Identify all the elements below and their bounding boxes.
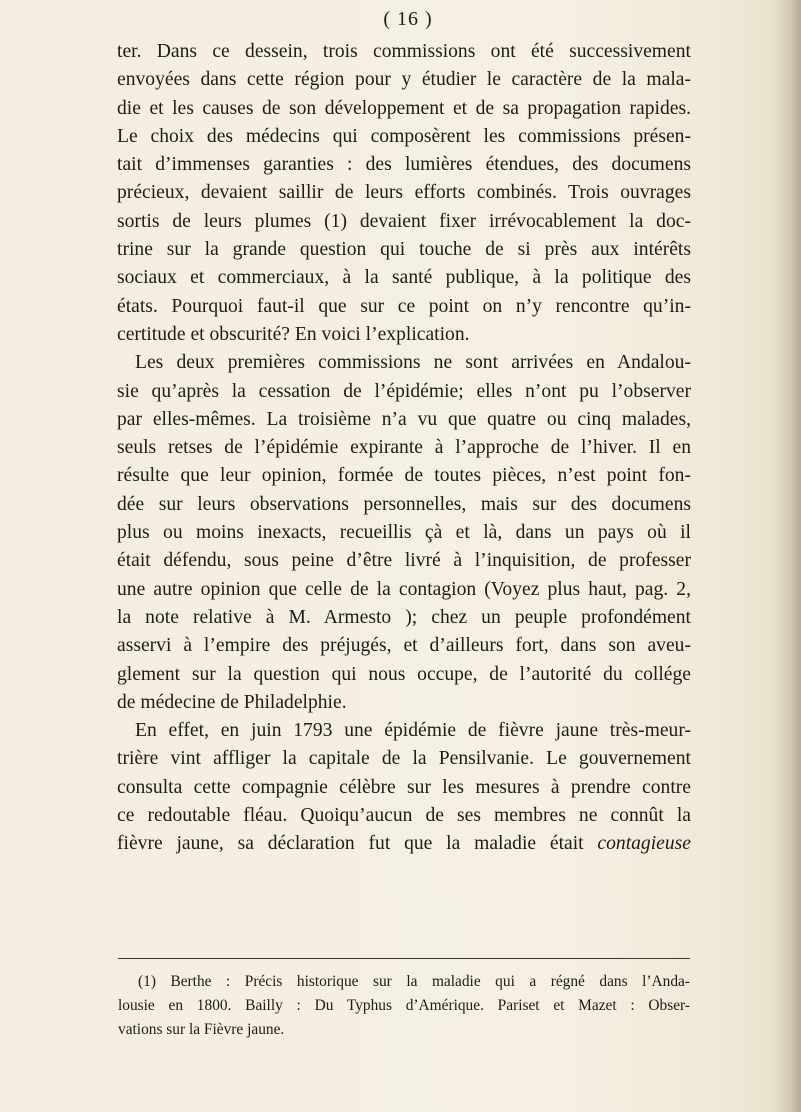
text-line: En effet, en juin 1793 une épidémie de fièvre jaune très-meur- xyxy=(135,720,691,742)
footnote-line: (1) Berthe : Précis historique sur la maladie qui a régné dans l’Anda- xyxy=(138,973,690,990)
text-line: glement sur la question qui nous occupe, de l’autorité du collége xyxy=(117,663,691,685)
text-line-final-start: fièvre jaune, sa déclaration fut que la maladie était xyxy=(117,833,584,855)
text-line: résulte que leur opinion, formée de toutes pièces, n’est point fon- xyxy=(117,465,691,487)
text-line: était défendu, sous peine d’être livré à l’inquisition, de professer xyxy=(117,550,691,572)
text-line: précieux, devaient saillir de leurs efforts combinés. Trois ouvrages xyxy=(117,182,691,204)
text-line: sociaux et commerciaux, à la santé publique, à la politique des xyxy=(117,267,691,289)
text-line: états. Pourquoi faut-il que sur ce point on n’y rencontre qu’in- xyxy=(117,295,691,317)
text-line: la note relative à M. Armesto ); chez un peuple profondément xyxy=(117,606,691,628)
footnote xyxy=(118,970,690,1042)
text-line: par elles-mêmes. La troisième n’a vu que quatre ou cinq malades, xyxy=(117,408,691,430)
page-number: ( 16 ) xyxy=(383,8,433,30)
text-line: asservi à l’empire des préjugés, et d’ailleurs fort, dans son aveu- xyxy=(117,635,691,657)
text-line-final xyxy=(117,830,691,858)
text-line: Le choix des médecins qui composèrent les commissions présen- xyxy=(117,125,691,147)
italic-word-contagieuse: contagieuse xyxy=(597,833,691,855)
text-line: ce redoutable fléau. Quoiqu’aucun de ses membres ne connût la xyxy=(117,805,691,827)
footnote-divider xyxy=(118,958,690,959)
text-line: envoyées dans cette région pour y étudier le caractère de la mala- xyxy=(117,69,691,91)
text-line: plus ou moins inexacts, recueillis çà et là, dans un pays où il xyxy=(117,522,691,544)
footnote-line: lousie en 1800. Bailly : Du Typhus d’Amérique. Pariset et Mazet : Obser- xyxy=(118,997,690,1014)
footnote-line: vations sur la Fièvre jaune. xyxy=(118,1021,285,1038)
text-line: trine sur la grande question qui touche de si près aux intérêts xyxy=(117,239,691,261)
main-text xyxy=(117,38,691,859)
text-line: trière vint affliger la capitale de la Pensilvanie. Le gouvernement xyxy=(117,748,691,770)
text-line: certitude et obscurité? En voici l’explication. xyxy=(117,323,470,345)
page-edge-shadow xyxy=(773,0,801,1112)
text-line: Les deux premières commissions ne sont arrivées en Andalou- xyxy=(135,352,691,374)
text-line: consulta cette compagnie célèbre sur les mesures à prendre contre xyxy=(117,776,691,798)
text-line: tait d’immenses garanties : des lumières étendues, des documens xyxy=(117,154,691,176)
text-line: dée sur leurs observations personnelles, mais sur des documens xyxy=(117,493,691,515)
text-line: sortis de leurs plumes (1) devaient fixer irrévocablement la doc- xyxy=(117,210,691,232)
text-line: de médecine de Philadelphie. xyxy=(117,691,347,713)
text-line: die et les causes de son développement et de sa propagation rapides. xyxy=(117,97,691,119)
text-line: ter. Dans ce dessein, trois commissions ont été successivement xyxy=(117,41,691,62)
text-line: une autre opinion que celle de la contagion (Voyez plus haut, pag. 2, xyxy=(117,578,691,600)
text-line: sie qu’après la cessation de l’épidémie; elles n’ont pu l’observer xyxy=(117,380,691,402)
text-line: seuls retses de l’épidémie expirante à l’approche de l’hiver. Il en xyxy=(117,437,691,459)
